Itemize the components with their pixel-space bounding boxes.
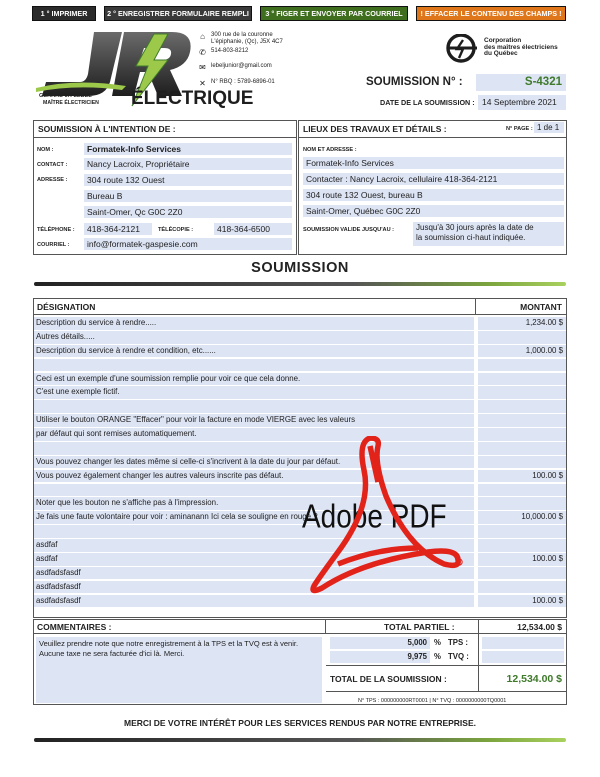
client-phone-label: TÉLÉPHONE : bbox=[37, 227, 75, 233]
lieux-name-label: NOM ET ADRESSE : bbox=[303, 147, 357, 153]
adobe-pdf-text: Adobe PDF bbox=[302, 497, 447, 536]
row-amount-field[interactable] bbox=[478, 567, 566, 580]
table-row bbox=[34, 331, 566, 344]
total-label: TOTAL DE LA SOUMISSION : bbox=[330, 674, 447, 684]
valid-until-label: SOUMISSION VALIDE JUSQU'AU : bbox=[303, 227, 395, 233]
print-button[interactable]: 1 ° IMPRIMER bbox=[32, 6, 96, 21]
row-amount-field[interactable] bbox=[478, 414, 566, 427]
cmeq-text bbox=[484, 38, 558, 58]
clear-button[interactable]: ! EFFACER LE CONTENU DES CHAMPS ! bbox=[416, 6, 566, 21]
valid-until-field[interactable] bbox=[413, 222, 564, 246]
row-description-field[interactable]: Je fais une faute volontaire pour voir : aminanann Ici cela se souligne en rouge ? bbox=[34, 511, 474, 524]
row-amount-field[interactable]: 1,000.00 $ bbox=[478, 345, 566, 358]
client-address-line3[interactable]: Saint-Omer, Qc G0C 2Z0 bbox=[84, 206, 292, 218]
row-amount-field[interactable] bbox=[478, 428, 566, 441]
lieux-line3[interactable]: 304 route 132 Ouest, bureau B bbox=[303, 189, 564, 201]
client-fax-label: TÉLÉCOPIE : bbox=[158, 227, 194, 233]
toolbar bbox=[32, 6, 572, 22]
page-field[interactable]: 1 de 1 bbox=[534, 122, 564, 133]
tps-label: TPS : bbox=[448, 638, 468, 647]
client-email-label: COURRIEL : bbox=[37, 242, 70, 248]
client-address-line2[interactable]: Bureau B bbox=[84, 190, 292, 202]
cmeq-line2: des maîtres électriciens bbox=[484, 43, 558, 51]
client-contact-label: CONTACT : bbox=[37, 162, 68, 168]
row-amount-field[interactable] bbox=[478, 456, 566, 469]
col-header-description: DÉSIGNATION bbox=[34, 299, 476, 315]
tvq-rate-field[interactable]: 9,975 bbox=[330, 651, 430, 663]
row-description-field[interactable]: Autres détails..... bbox=[34, 331, 474, 344]
table-row bbox=[34, 414, 566, 427]
table-row bbox=[34, 400, 566, 413]
client-section-title: SOUMISSION À L'INTENTION DE : bbox=[34, 121, 296, 138]
row-description-field[interactable]: par défaut qui sont remises automatiquement. bbox=[34, 428, 474, 441]
row-amount-field[interactable] bbox=[478, 442, 566, 455]
row-description-field[interactable]: Noter que les bouton ne s'affiche pas à l'impression. bbox=[34, 497, 474, 510]
table-row bbox=[34, 386, 566, 399]
table-row bbox=[34, 359, 566, 372]
row-amount-field[interactable]: 10,000.00 $ bbox=[478, 511, 566, 524]
home-icon: ⌂ bbox=[200, 32, 205, 41]
tvq-label: TVQ : bbox=[448, 652, 469, 661]
row-amount-field[interactable] bbox=[478, 331, 566, 344]
table-row bbox=[34, 345, 566, 358]
row-description-field[interactable]: Description du service à rendre et condition, etc...... bbox=[34, 345, 474, 358]
tps-rate-field[interactable]: 5,000 bbox=[330, 637, 430, 649]
row-amount-field[interactable]: 1,234.00 $ bbox=[478, 317, 566, 330]
tax-numbers: N° TPS : 000000000RT0001 | N° TVQ : 0000000000TQ0001 bbox=[358, 698, 507, 704]
row-amount-field[interactable] bbox=[478, 497, 566, 510]
page-title: SOUMISSION bbox=[251, 260, 349, 276]
divider-top bbox=[34, 282, 566, 286]
company-address1: 300 rue de la couronne bbox=[211, 32, 273, 38]
row-amount-field[interactable] bbox=[478, 484, 566, 497]
row-description-field[interactable] bbox=[34, 400, 474, 413]
total-value: 12,534.00 $ bbox=[478, 666, 566, 691]
row-amount-field[interactable] bbox=[478, 539, 566, 552]
client-section bbox=[33, 120, 297, 255]
comments-field[interactable]: Veuillez prendre note que notre enregistrement à la TPS et la TVQ est à venir. Aucune taxe ne sera facturée d'ici là. Merci. bbox=[36, 637, 322, 703]
row-amount-field[interactable] bbox=[478, 359, 566, 372]
adobe-pdf-logo bbox=[298, 436, 473, 596]
table-row bbox=[34, 595, 566, 608]
row-description-field[interactable]: Vous pouvez changer les dates même si celle-ci s'incrivent à la date du jour par défaut. bbox=[34, 456, 474, 469]
save-button[interactable]: 2 ° ENREGISTRER FORMULAIRE REMPLI bbox=[104, 6, 252, 21]
soumission-number-label: SOUMISSION N° : bbox=[366, 76, 463, 88]
company-contact bbox=[198, 32, 283, 95]
partial-value: 12,534.00 $ bbox=[478, 620, 566, 633]
row-description-field[interactable] bbox=[34, 359, 474, 372]
lieux-line4[interactable]: Saint-Omer, Québec G0C 2Z0 bbox=[303, 205, 564, 217]
client-contact-field[interactable]: Nancy Lacroix, Propriétaire bbox=[84, 158, 292, 170]
company-name-line1: GÉRARD JR LEBEL bbox=[39, 93, 92, 99]
table-row bbox=[34, 317, 566, 330]
lieux-line2[interactable]: Contacter : Nancy Lacroix, cellulaire 418-364-2121 bbox=[303, 173, 564, 185]
footer-thanks: MERCI DE VOTRE INTÉRÊT POUR LES SERVICES RENDUS PAR NOTRE ENTREPRISE. bbox=[123, 718, 476, 728]
row-description-field[interactable]: Utiliser le bouton ORANGE "Effacer" pour voir la facture en mode VIERGE avec les valeurs bbox=[34, 414, 474, 427]
cmeq-line3: du Québec bbox=[484, 50, 518, 57]
cmeq-line1: Corporation bbox=[484, 37, 522, 44]
row-amount-field[interactable] bbox=[478, 525, 566, 538]
lieux-section bbox=[298, 120, 567, 255]
valid-until-line2: la soumission ci-haut indiquée. bbox=[416, 233, 526, 242]
client-name-field[interactable]: Formatek-Info Services bbox=[84, 143, 292, 155]
row-amount-field[interactable] bbox=[478, 373, 566, 386]
company-address2: L'épiphanie, (Qc), J5X 4C7 bbox=[211, 39, 283, 45]
totals-section bbox=[33, 619, 567, 705]
phone-icon: ✆ bbox=[199, 47, 206, 57]
row-amount-field[interactable]: 100.00 $ bbox=[478, 470, 566, 483]
row-description-field[interactable]: asdfadsfasdf bbox=[34, 595, 474, 608]
row-amount-field[interactable] bbox=[478, 581, 566, 594]
client-fax-field[interactable]: 418-364-6500 bbox=[214, 223, 292, 235]
lieux-section-title: LIEUX DES TRAVAUX ET DÉTAILS : bbox=[299, 121, 566, 138]
row-description-field[interactable]: asdfaf bbox=[34, 553, 474, 566]
send-button[interactable]: 3 ° FIGER ET ENVOYER PAR COURRIEL bbox=[260, 6, 408, 21]
partial-row bbox=[326, 620, 566, 634]
total-row bbox=[326, 666, 566, 692]
date-label: DATE DE LA SOUMISSION : bbox=[380, 98, 475, 107]
tax-values bbox=[478, 634, 566, 665]
table-row bbox=[34, 373, 566, 386]
partial-label: TOTAL PARTIEL : bbox=[384, 622, 455, 632]
lieux-line1[interactable]: Formatek-Info Services bbox=[303, 157, 564, 169]
tps-pct: % bbox=[434, 638, 441, 647]
row-description-field[interactable]: Vous pouvez également changer les autres valeurs inscrite pas défaut. bbox=[34, 470, 474, 483]
page-label: N° PAGE : bbox=[506, 126, 533, 132]
mail-icon: ✉ bbox=[199, 63, 206, 73]
row-amount-field[interactable] bbox=[478, 400, 566, 413]
col-header-amount: MONTANT bbox=[476, 299, 566, 315]
divider-bottom bbox=[34, 738, 566, 742]
tax-rows bbox=[326, 634, 566, 666]
tvq-value bbox=[482, 651, 564, 663]
row-description-field[interactable]: Description du service à rendre..... bbox=[34, 317, 474, 330]
client-address-label: ADRESSE : bbox=[37, 177, 68, 183]
company-phone: 514-803-8212 bbox=[211, 47, 249, 54]
client-address-line1[interactable]: 304 route 132 Ouest bbox=[84, 174, 292, 186]
tps-value bbox=[482, 637, 564, 649]
client-name-label: NOM : bbox=[37, 147, 54, 153]
row-description-field[interactable]: C'est une exemple fictif. bbox=[34, 386, 474, 399]
company-rbq: N° RBQ : 5789-6896-01 bbox=[211, 79, 275, 86]
comments-title: COMMENTAIRES : bbox=[34, 620, 326, 634]
row-amount-field[interactable] bbox=[478, 386, 566, 399]
date-field[interactable]: 14 Septembre 2021 bbox=[478, 95, 566, 110]
row-description-field[interactable]: asdfaf bbox=[34, 539, 474, 552]
soumission-number-field[interactable]: S-4321 bbox=[476, 74, 566, 91]
row-description-field[interactable]: asdfadsfasdf bbox=[34, 567, 474, 580]
client-email-field[interactable]: info@formatek-gaspesie.com bbox=[84, 238, 292, 250]
row-amount-field[interactable]: 100.00 $ bbox=[478, 595, 566, 608]
valid-until-line1: Jusqu'à 30 jours après la date de bbox=[416, 223, 534, 232]
row-amount-field[interactable]: 100.00 $ bbox=[478, 553, 566, 566]
tvq-pct: % bbox=[434, 652, 441, 661]
tools-icon: ✕ bbox=[199, 79, 206, 89]
company-email: lebeljunior@gmail.com bbox=[211, 63, 272, 70]
row-description-field[interactable]: Ceci est un exemple d'une soumission remplie pour voir ce que cela donne. bbox=[34, 373, 474, 386]
company-name-line2: MAÎTRE ÉLECTRICIEN bbox=[43, 100, 99, 106]
company-brand: ÉLECTRIQUE bbox=[131, 88, 254, 109]
client-phone-field[interactable]: 418-364-2121 bbox=[84, 223, 152, 235]
row-description-field[interactable]: asdfadsfasdf bbox=[34, 581, 474, 594]
